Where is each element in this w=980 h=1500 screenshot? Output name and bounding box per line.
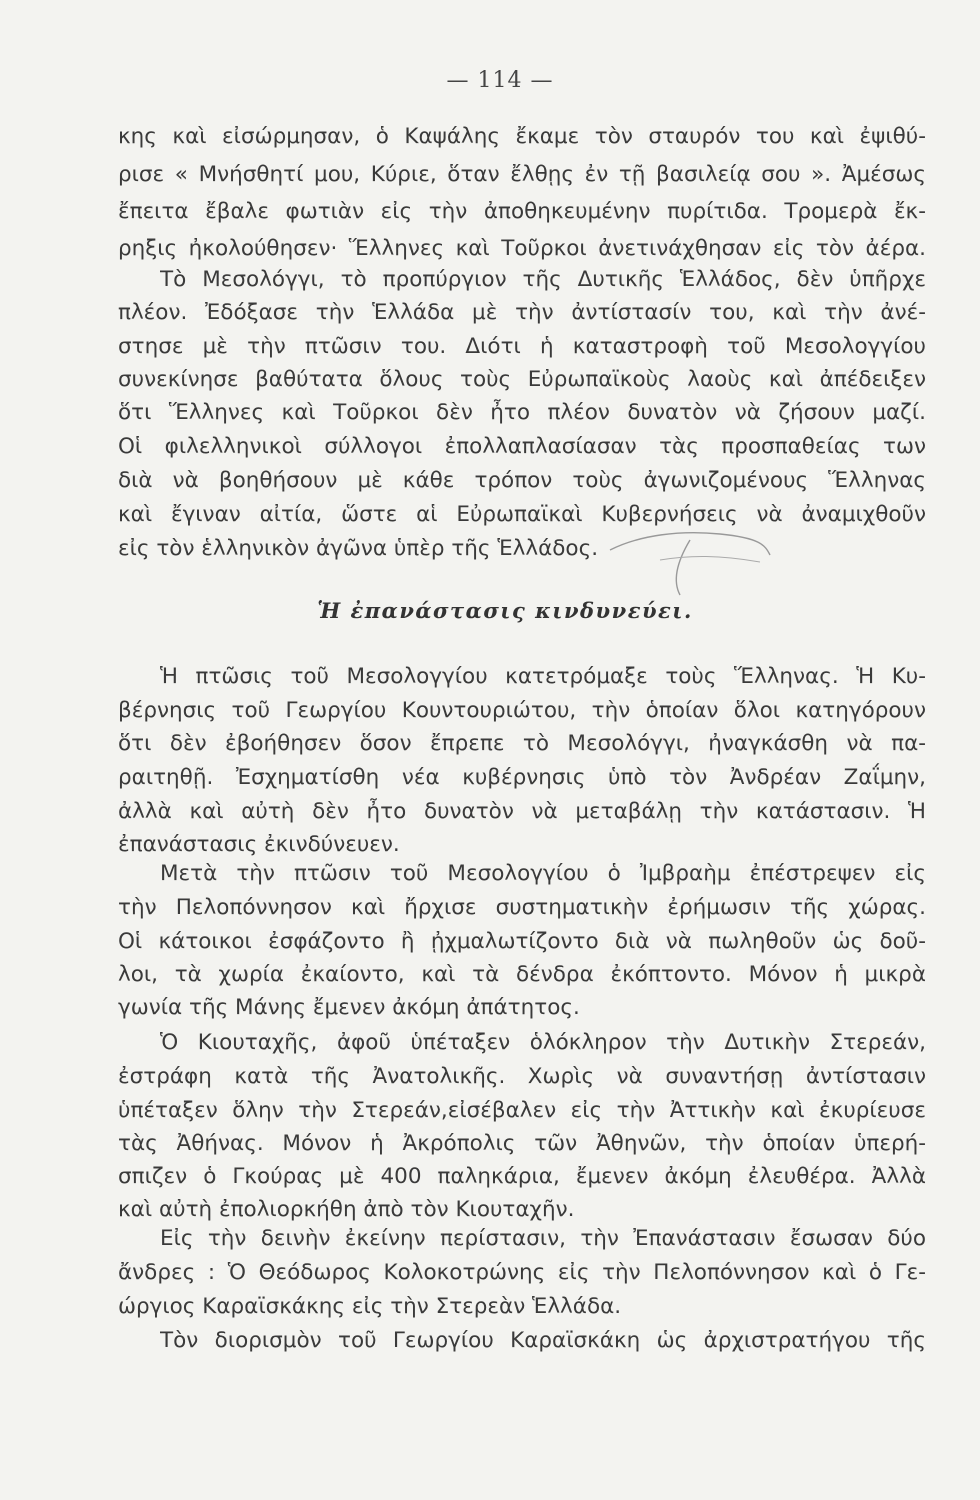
text-line: λοι, τὰ χωρία ἐκαίοντο, καὶ τὰ δένδρα ἐκόπτοντο. Μόνον ἡ μικρὰ xyxy=(118,962,926,987)
text-line: ρηξις ἠκολούθησεν· Ἕλληνες καὶ Τοῦρκοι ἀνετινάχθησαν εἰς τὸν ἀέρα. xyxy=(118,236,926,261)
text-line: Οἱ φιλελληνικοὶ σύλλογοι ἐπολλαπλασίασαν τὰς προσπαθείας των xyxy=(118,434,926,459)
page-number: — 114 — xyxy=(446,68,554,93)
text-line: Εἰς τὴν δεινὴν ἐκείνην περίστασιν, τὴν Ἐπανάστασιν ἔσωσαν δύο xyxy=(160,1226,926,1251)
text-line: ρισε « Μνήσθητί μου, Κύριε, ὅταν ἔλθῃς ἐν τῇ βασιλείᾳ σου ». Ἀμέσως xyxy=(118,162,926,187)
section-heading: Ἡ ἐπανάστασις κινδυνεύει. xyxy=(317,598,693,623)
text-line: ὅτι δὲν ἐβοήθησεν ὅσον ἔπρεπε τὸ Μεσολόγγι, ἠναγκάσθη νὰ πα- xyxy=(118,731,926,756)
text-line: διὰ νὰ βοηθήσουν μὲ κάθε τρόπον τοὺς ἀγωνιζομένους Ἕλληνας xyxy=(118,468,926,493)
text-line: εἰς τὸν ἑλληνικὸν ἀγῶνα ὑπὲρ τῆς Ἑλλάδος. xyxy=(118,536,599,561)
text-line: ἐπανάστασις ἐκινδύνευεν. xyxy=(118,832,400,857)
text-line: πλέον. Ἐδόξασε τὴν Ἑλλάδα μὲ τὴν ἀντίστασίν του, καὶ τὴν ἀνέ- xyxy=(118,300,926,325)
text-line: Τὸν διορισμὸν τοῦ Γεωργίου Καραϊσκάκη ὡς ἀρχιστρατήγου τῆς xyxy=(160,1328,926,1353)
text-line: ώργιος Καραϊσκάκης εἰς τὴν Στερεὰν Ἑλλάδα. xyxy=(118,1294,622,1319)
text-line: καὶ αὐτὴ ἐπολιορκήθη ἀπὸ τὸν Κιουταχῆν. xyxy=(118,1197,575,1222)
text-line: συνεκίνησε βαθύτατα ὅλους τοὺς Εὐρωπαϊκοὺς λαοὺς καὶ ἀπέδειξεν xyxy=(118,367,926,392)
text-line: Οἱ κάτοικοι ἐσφάζοντο ἢ ᾐχμαλωτίζοντο διὰ νὰ πωληθοῦν ὡς δοῦ- xyxy=(118,929,926,954)
text-line: βέρνησις τοῦ Γεωργίου Κουντουριώτου, τὴν ὁποίαν ὅλοι κατηγόρουν xyxy=(118,698,926,723)
text-line: ραιτηθῇ. Ἐσχηματίσθη νέα κυβέρνησις ὑπὸ τὸν Ἀνδρέαν Ζαΐμην, xyxy=(118,765,926,790)
text-line: σπιζεν ὁ Γκούρας μὲ 400 παληκάρια, ἔμενεν ἀκόμη ἐλευθέρα. Ἀλλὰ xyxy=(118,1164,926,1189)
text-line: ὅτι Ἕλληνες καὶ Τοῦρκοι δὲν ἦτο πλέον δυνατὸν νὰ ζήσουν μαζί. xyxy=(118,400,926,425)
text-line: ὑπέταξεν ὅλην τὴν Στερεάν,εἰσέβαλεν εἰς τὴν Ἀττικὴν καὶ ἐκυρίευσε xyxy=(118,1098,926,1123)
text-line: Μετὰ τὴν πτῶσιν τοῦ Μεσολογγίου ὁ Ἰμβραὴμ ἐπέστρεψεν εἰς xyxy=(160,861,926,886)
ink-scribble-mark xyxy=(600,520,780,600)
text-line: ἀλλὰ καὶ αὐτὴ δὲν ἦτο δυνατὸν νὰ μεταβάλῃ τὴν κατάστασιν. Ἡ xyxy=(118,799,926,824)
text-line: καὶ ἔγιναν αἰτία, ὥστε αἱ Εὐρωπαϊκαὶ Κυβερνήσεις νὰ ἀναμιχθοῦν xyxy=(118,502,926,527)
text-line: ἔπειτα ἔβαλε φωτιὰν εἰς τὴν ἀποθηκευμένην πυρίτιδα. Τρομερὰ ἔκ- xyxy=(118,199,926,224)
text-line: στησε μὲ τὴν πτῶσιν του. Διότι ἡ καταστροφὴ τοῦ Μεσολογγίου xyxy=(118,334,926,359)
text-line: Ἡ πτῶσις τοῦ Μεσολογγίου κατετρόμαξε τοὺς Ἕλληνας. Ἡ Κυ- xyxy=(160,664,926,689)
text-line: Ὁ Κιουταχῆς, ἀφοῦ ὑπέταξεν ὁλόκληρον τὴν Δυτικὴν Στερεάν, xyxy=(160,1030,926,1055)
text-line: κης καὶ εἰσώρμησαν, ὁ Καψάλης ἔκαμε τὸν σταυρόν του καὶ ἐψιθύ- xyxy=(118,124,926,149)
text-line: τὰς Ἀθήνας. Μόνον ἡ Ἀκρόπολις τῶν Ἀθηνῶν, τὴν ὁποίαν ὑπερή- xyxy=(118,1131,926,1156)
text-line: τὴν Πελοπόννησον καὶ ἤρχισε συστηματικὴν ἐρήμωσιν τῆς χώρας. xyxy=(118,895,926,920)
text-line: Τὸ Μεσολόγγι, τὸ προπύργιον τῆς Δυτικῆς Ἑλλάδος, δὲν ὑπῆρχε xyxy=(160,267,926,292)
text-line: ἄνδρες : Ὁ Θεόδωρος Κολοκοτρώνης εἰς τὴν Πελοπόννησον καὶ ὁ Γε- xyxy=(118,1260,926,1285)
text-line: ἐστράφη κατὰ τῆς Ἀνατολικῆς. Χωρὶς νὰ συναντήσῃ ἀντίστασιν xyxy=(118,1064,926,1089)
text-line: γωνία τῆς Μάνης ἔμενεν ἀκόμη ἀπάτητος. xyxy=(118,995,580,1020)
